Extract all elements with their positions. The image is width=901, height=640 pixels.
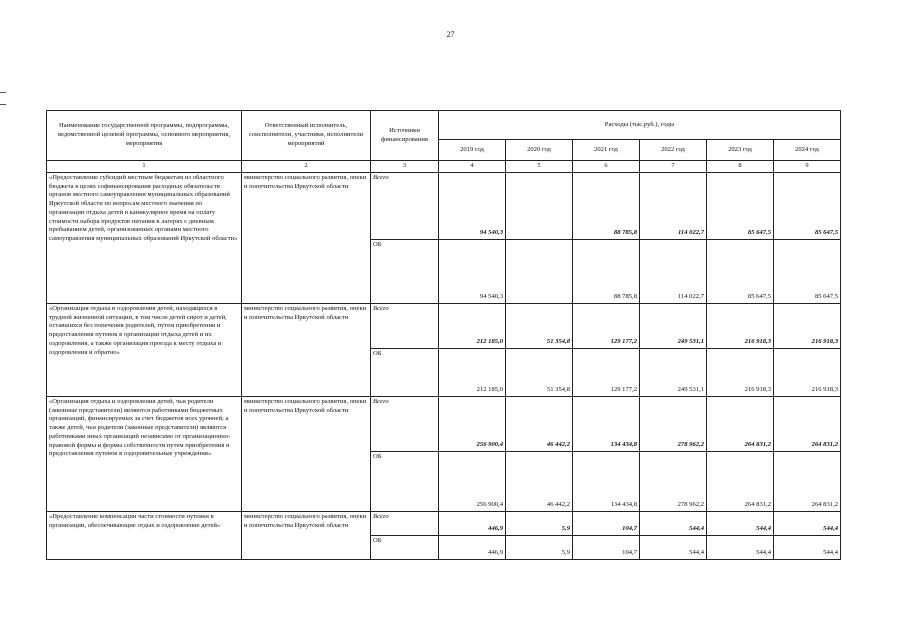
column-number: 5: [506, 161, 573, 173]
total-value: 5,9: [506, 512, 573, 536]
margin-mark: [0, 92, 6, 93]
expenses-table: [46, 110, 841, 560]
header-year: 2021 год: [573, 140, 640, 161]
ob-value: 212 185,0: [439, 349, 506, 397]
total-value: 278 962,2: [640, 397, 707, 452]
column-number: 6: [573, 161, 640, 173]
responsible-executor: министерство социального развития, опеки и попечительства Иркутской области: [242, 397, 371, 512]
ob-value: 85 647,5: [707, 240, 774, 304]
ob-value: [506, 240, 573, 304]
source-ob: ОБ: [371, 452, 439, 512]
header-expenses: Расходы (тыс.руб.), годы: [439, 111, 841, 140]
ob-value: 256 900,4: [439, 452, 506, 512]
margin-mark: [0, 104, 6, 105]
column-number: 2: [242, 161, 371, 173]
ob-value: 264 831,2: [707, 452, 774, 512]
ob-value: 129 177,2: [573, 349, 640, 397]
total-value: 129 177,2: [573, 304, 640, 349]
total-value: 446,9: [439, 512, 506, 536]
total-value: 544,4: [774, 512, 841, 536]
header-responsible: Ответственный исполнитель, соисполнители, участники, исполнители мероприятий: [242, 111, 371, 161]
ob-value: 5,9: [506, 536, 573, 560]
total-value: 249 531,1: [640, 304, 707, 349]
column-number: 4: [439, 161, 506, 173]
source-total: Всего: [371, 397, 439, 452]
header-year: 2023 год: [707, 140, 774, 161]
source-ob: ОБ: [371, 349, 439, 397]
ob-value: 88 785,8: [573, 240, 640, 304]
total-value: [506, 173, 573, 240]
header-source: Источники финансирования: [371, 111, 439, 161]
source-ob: ОБ: [371, 536, 439, 560]
total-value: 544,4: [640, 512, 707, 536]
ob-value: 544,4: [640, 536, 707, 560]
column-number: 1: [47, 161, 242, 173]
total-value: 256 900,4: [439, 397, 506, 452]
total-value: 51 354,8: [506, 304, 573, 349]
ob-value: 249 531,1: [640, 349, 707, 397]
column-number: 8: [707, 161, 774, 173]
total-value: 85 647,5: [774, 173, 841, 240]
ob-value: 278 962,2: [640, 452, 707, 512]
ob-value: 544,4: [707, 536, 774, 560]
responsible-executor: министерство социального развития, опеки и попечительства Иркутской области: [242, 173, 371, 304]
column-number: 9: [774, 161, 841, 173]
ob-value: 85 647,5: [774, 240, 841, 304]
total-value: 88 785,8: [573, 173, 640, 240]
source-total: Всего: [371, 512, 439, 536]
source-total: Всего: [371, 173, 439, 240]
header-year: 2020 год: [506, 140, 573, 161]
ob-value: 114 022,7: [640, 240, 707, 304]
header-year: 2024 год: [774, 140, 841, 161]
column-number: 7: [640, 161, 707, 173]
ob-value: 104,7: [573, 536, 640, 560]
total-value: 85 647,5: [707, 173, 774, 240]
activity-name: «Организация отдыха и оздоровления детей, чьи родители (законные представители) являются работниками бюджетных организаций, финансируемых за счет бюджетов всех уровней; а также детей, чьи родители (законные представители) являются работниками иных организаций независимо от организационно-правовой формы и формы собственности путем приобретения и предоставления путевок в оздоровительные учреждения»: [47, 397, 242, 512]
total-value: 264 831,2: [774, 397, 841, 452]
ob-value: 446,9: [439, 536, 506, 560]
page-number: 27: [446, 30, 455, 39]
total-value: 212 185,0: [439, 304, 506, 349]
total-value: 104,7: [573, 512, 640, 536]
ob-value: 216 918,3: [774, 349, 841, 397]
total-value: 114 022,7: [640, 173, 707, 240]
ob-value: 94 540,3: [439, 240, 506, 304]
activity-name: «Предоставление компенсации части стоимости путевки в организации, обеспечивающие отдых и оздоровление детей»: [47, 512, 242, 560]
ob-value: 216 918,3: [707, 349, 774, 397]
responsible-executor: министерство социального развития, опеки и попечительства Иркутской области: [242, 512, 371, 560]
ob-value: 134 434,8: [573, 452, 640, 512]
ob-value: 544,4: [774, 536, 841, 560]
ob-value: 51 354,8: [506, 349, 573, 397]
activity-name: «Предоставление субсидий местным бюджетам из областного бюджета в целях софинансирования расходных обязательств органов местного самоуправления муниципальных образований Иркутской области по вопросам местного значения по организации отдыха детей в каникулярное время на оплату стоимости набора продуктов питания в лагерях с дневным пребыванием детей, организованных органами местного самоуправления муниципальных образований Иркутской области»: [47, 173, 242, 304]
total-value: 216 918,3: [707, 304, 774, 349]
ob-value: 46 442,2: [506, 452, 573, 512]
total-value: 264 831,2: [707, 397, 774, 452]
total-value: 46 442,2: [506, 397, 573, 452]
responsible-executor: министерство социального развития, опеки и попечительства Иркутской области: [242, 304, 371, 397]
total-value: 134 434,8: [573, 397, 640, 452]
source-ob: ОБ: [371, 240, 439, 304]
header-year: 2022 год: [640, 140, 707, 161]
header-year: 2019 год: [439, 140, 506, 161]
total-value: 94 540,3: [439, 173, 506, 240]
activity-name: «Организация отдыха и оздоровления детей, находящихся в трудной жизненной ситуации, в том числе детей сирот и детей, оставшихся без попечения родителей, путем приобретения и предоставления путевок в организации отдыха детей и их оздоровления, а также организация проезда к месту отдыха и оздоровления и обратно»: [47, 304, 242, 397]
ob-value: 264 831,2: [774, 452, 841, 512]
source-total: Всего: [371, 304, 439, 349]
total-value: 544,4: [707, 512, 774, 536]
column-number: 3: [371, 161, 439, 173]
header-name: Наименование государственной программы, подпрограммы, ведомственной целевой программы, основного мероприятия, мероприятия: [47, 111, 242, 161]
total-value: 216 918,3: [774, 304, 841, 349]
